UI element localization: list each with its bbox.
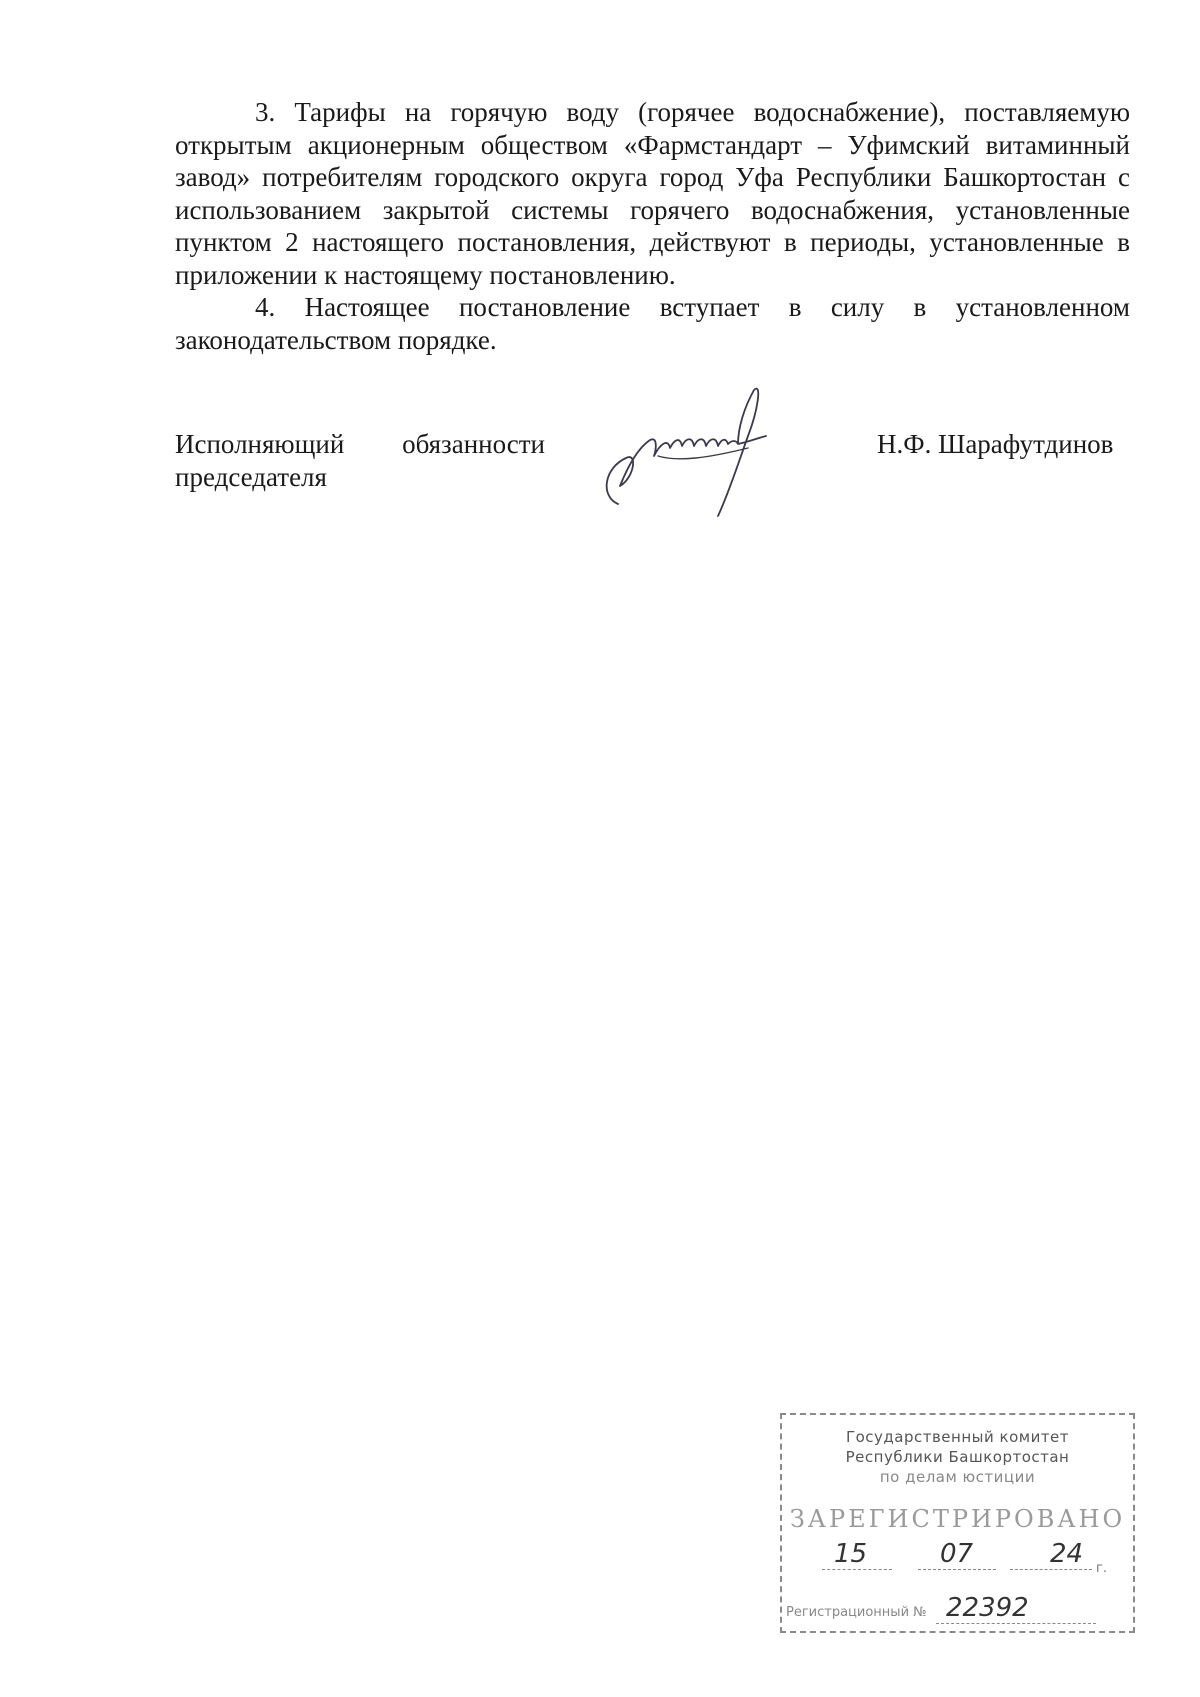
stamp-organization [782,1427,1133,1487]
paragraph-4: 4. Настоящее постановление вступает в силу в установленном законодательством порядке. [175,292,1130,355]
date-day-line [822,1569,892,1570]
stamp-registered-label: ЗАРЕГИСТРИРОВАНО [789,1505,1126,1533]
handwritten-signature [598,386,768,526]
document-body [175,96,1130,356]
date-day: 15 [834,1539,868,1569]
reg-number-label: Регистрационный № [786,1605,927,1620]
stamp-org-line-3: по делам юстиции [879,1468,1036,1486]
registration-stamp [780,1413,1135,1633]
signatory-name: Н.Ф. Шарафутдинов [877,429,1114,459]
paragraph-3: 3. Тарифы на горячую воду (горячее водоснабжение), поставляемую открытым акционерным обществом «Фармстандарт – Уфимский витаминный завод» потребителям городского округа город Уфа Республики Башкортостан с использованием закрытой системы горячего водоснабжения, установленные пунктом 2 настоящего постановления, действуют в периоды, установленные в приложении к настоящему постановлению. [175,97,1130,290]
role-line-2: председателя [175,462,327,492]
date-month: 07 [940,1539,974,1569]
stamp-org-line-2: Республики Башкортостан [845,1448,1070,1466]
stamp-org-line-1: Государственный комитет [845,1428,1070,1446]
reg-number-line [936,1623,1096,1624]
date-month-line [918,1569,996,1570]
reg-number-value: 22392 [946,1593,1029,1623]
signatory-role [175,428,545,494]
date-year: 24 [1050,1539,1084,1569]
date-suffix: г. [1096,1561,1107,1576]
stamp-date [800,1539,1120,1577]
date-year-line [1010,1569,1092,1570]
role-word-1: Исполняющий [175,429,345,459]
role-word-2: обязанности [402,429,545,459]
